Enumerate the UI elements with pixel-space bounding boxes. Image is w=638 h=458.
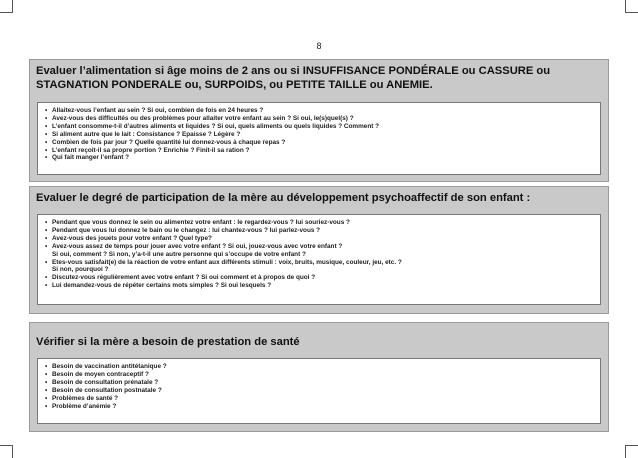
list-item xyxy=(45,123,594,131)
list-item-text: Besoin de consultation prénatale ? xyxy=(52,378,159,386)
list-item-text: Avez-vous des difficultés ou des problèmes pour allaiter votre enfant au sein ? Si oui, le(s)quel(s) ? xyxy=(52,114,354,122)
list-item xyxy=(45,131,594,139)
list-item xyxy=(45,147,594,155)
list-item-text-continuation: Si non, pourquoi ? xyxy=(52,266,109,274)
bullet-icon: • xyxy=(45,146,48,154)
list-item xyxy=(45,259,594,275)
section-title: Evaluer le degré de participation de la mère au développement psychoaffectif de son enfant : xyxy=(36,192,531,204)
list-item-text-continuation: Si oui, comment ? Si non, y’a-t-il une autre personne qui s’occupe de votre enfant ? xyxy=(52,250,306,258)
list-item xyxy=(45,363,594,371)
list-item-text: Problème d’anémie ? xyxy=(52,402,117,410)
list-item-text: Qui fait manger l’enfant ? xyxy=(52,154,130,162)
list-item xyxy=(45,154,594,162)
list-item-text: Besoin de vaccination antitétanique ? xyxy=(52,363,167,370)
bullet-icon: • xyxy=(45,107,48,114)
bullet-icon: • xyxy=(45,226,48,234)
bullet-icon: • xyxy=(45,114,48,122)
list-item xyxy=(45,395,594,403)
question-list xyxy=(45,107,594,162)
question-box xyxy=(37,214,601,305)
list-item xyxy=(45,274,594,282)
bullet-icon: • xyxy=(45,363,48,370)
bullet-icon: • xyxy=(45,242,48,250)
crop-mark-top-right xyxy=(625,0,638,13)
list-item xyxy=(45,379,594,387)
list-item-text: Allaitez-vous l’enfant au sein ? Si oui, combien de fois en 24 heures ? xyxy=(52,107,264,114)
question-box xyxy=(37,358,601,424)
section-maternal-health-needs xyxy=(29,322,609,432)
list-item xyxy=(45,282,594,290)
list-item-text: Si aliment autre que le lait : Consistance ? Epaisse ? Légère ? xyxy=(52,130,241,138)
bullet-icon: • xyxy=(45,402,48,410)
list-item-text: Avez-vous des jouets pour votre enfant ? Quel type? xyxy=(52,234,212,242)
list-item xyxy=(45,219,594,227)
list-item-text: L’enfant reçoit-il sa propre portion ? Enrichie ? Finit-il sa ration ? xyxy=(52,146,250,154)
list-item xyxy=(45,107,594,115)
question-box xyxy=(37,102,601,175)
section-title: Vérifier si la mère a besoin de prestation de santé xyxy=(36,336,300,348)
list-item xyxy=(45,243,594,259)
list-item-text: Avez-vous assez de temps pour jouer avec votre enfant ? Si oui, jouez-vous avec votre enfant ? xyxy=(52,242,343,250)
crop-mark-bottom-right xyxy=(625,445,638,458)
section-psychoaffective-development xyxy=(29,186,609,314)
bullet-icon: • xyxy=(45,138,48,146)
list-item xyxy=(45,403,594,411)
list-item xyxy=(45,235,594,243)
bullet-icon: • xyxy=(45,122,48,130)
question-list xyxy=(45,363,594,410)
section-title xyxy=(30,60,608,92)
bullet-icon: • xyxy=(45,130,48,138)
bullet-icon: • xyxy=(45,274,48,282)
list-item xyxy=(45,227,594,235)
bullet-icon: • xyxy=(45,370,48,378)
list-item xyxy=(45,115,594,123)
bullet-icon: • xyxy=(45,394,48,402)
section-title-line: Evaluer l’alimentation si âge moins de 2 ans ou si INSUFFISANCE PONDÉRALE ou CASSURE ou xyxy=(36,65,551,77)
bullet-icon: • xyxy=(45,386,48,394)
crop-mark-top-left xyxy=(0,0,13,13)
list-item xyxy=(45,387,594,395)
bullet-icon: • xyxy=(45,282,48,290)
list-item xyxy=(45,139,594,147)
bullet-icon: • xyxy=(45,234,48,242)
list-item-text: Besoin de consultation postnatale ? xyxy=(52,386,162,394)
bullet-icon: • xyxy=(45,219,48,226)
list-item-text: Lui demandez-vous de répéter certains mots simples ? Si oui lesquels ? xyxy=(52,282,272,290)
list-item xyxy=(45,371,594,379)
bullet-icon: • xyxy=(45,258,48,266)
crop-mark-bottom-left xyxy=(0,445,13,458)
bullet-icon: • xyxy=(45,378,48,386)
list-item-text: Etes-vous satisfait(e) de la réaction de votre enfant aux différents stimuli : voix, bruits, musique, couleur, jeu, etc. ? xyxy=(52,258,402,266)
list-item-text: Combien de fois par jour ? Quelle quantité lui donnez-vous à chaque repas ? xyxy=(52,138,286,146)
list-item-text: Discutez-vous régulièrement avec votre enfant ? Si oui comment et à propos de quoi ? xyxy=(52,274,316,282)
list-item-text: Problèmes de santé ? xyxy=(52,394,119,402)
bullet-icon: • xyxy=(45,154,48,162)
page-number: 8 xyxy=(316,41,322,51)
list-item-text: L’enfant consomme-t-il d’autres aliments et liquides ? Si oui, quels aliments ou quels liquides ? Comment ? xyxy=(52,122,380,130)
list-item-text: Pendant que vous lui donnez le bain ou le changez : lui chantez-vous ? lui parlez-vous ? xyxy=(52,226,321,234)
list-item-text: Pendant que vous donnez le sein ou alimentez votre enfant : le regardez-vous ? lui souriez-vous ? xyxy=(52,219,350,226)
list-item-text: Besoin de moyen contraceptif ? xyxy=(52,370,149,378)
section-feeding-assessment xyxy=(29,59,609,182)
question-list xyxy=(45,219,594,290)
section-title-line: STAGNATION PONDERALE ou, SURPOIDS, ou PETITE TAILLE ou ANEMIE. xyxy=(36,79,433,91)
